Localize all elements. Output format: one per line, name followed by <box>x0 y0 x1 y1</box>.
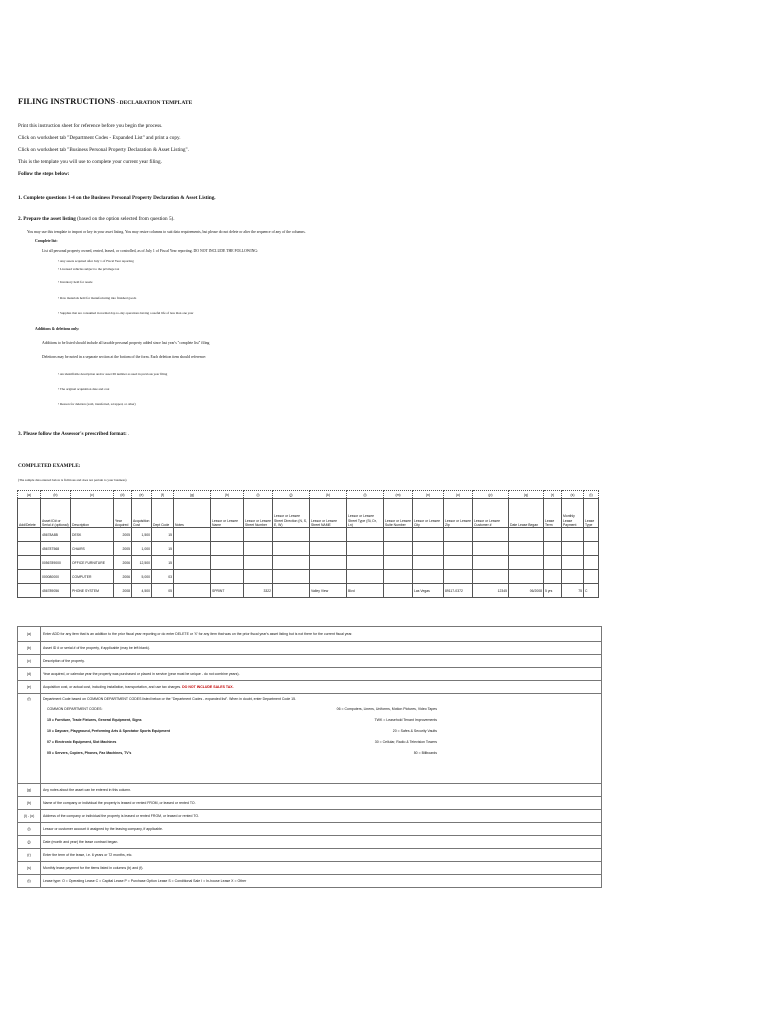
cell-lessor-name <box>211 542 244 556</box>
column-header: Date Lease Began <box>509 499 544 528</box>
cell-lease-term <box>544 542 562 556</box>
key-text: Description of the property. <box>41 655 602 668</box>
key-letter: (i) - (o) <box>18 810 41 823</box>
column-letter: (t) <box>584 491 599 499</box>
cell-cost: 4,500 <box>132 584 152 598</box>
cell-lessor-name <box>211 528 244 542</box>
key-row <box>18 823 602 836</box>
header-row <box>18 499 599 528</box>
cell-lease-term <box>544 570 562 584</box>
dept-code-row <box>47 728 437 734</box>
exclusion-item: • Inventory held for resale <box>58 280 93 284</box>
cell-add-delete <box>18 570 41 584</box>
key-row <box>18 784 602 797</box>
key-letter: (b) <box>18 642 41 655</box>
dept-code: 06 = Computers, Linens, Uniforms, Motion Pictures, Video Tapes <box>336 707 437 711</box>
cell-asset-id: 456789056 <box>41 584 71 598</box>
key-text <box>41 681 602 694</box>
key-row <box>18 797 602 810</box>
column-letter: (c) <box>71 491 114 499</box>
title-sub: - DECLARATION TEMPLATE <box>115 100 193 106</box>
cell-lessor-name: SPRINT <box>211 584 244 598</box>
intro-line: Click on worksheet tab "Business Personal Property Declaration & Asset Listing". <box>18 147 189 153</box>
cell-date-began: 06/2008 <box>509 584 544 598</box>
key-text: Lessor or customer account # assigned by the leasing company, if applicable. <box>41 823 602 836</box>
key-row <box>18 642 602 655</box>
key-row <box>18 849 602 862</box>
column-header: Monthly Lease Payment <box>562 499 584 528</box>
dept-code-row <box>47 717 437 723</box>
column-letter: (l) <box>347 491 384 499</box>
example-note: (The sample data entered below is fictitious and does not pertain to your business) <box>18 478 127 482</box>
column-letter: (o) <box>444 491 473 499</box>
cell-lease-term <box>544 556 562 570</box>
cell-street-direction <box>273 542 310 556</box>
key-letter: (s) <box>18 862 41 875</box>
cell-year: 2008 <box>114 584 132 598</box>
cell-street-number: 3322 <box>244 584 273 598</box>
key-letter: (h) <box>18 797 41 810</box>
cell-zip <box>444 556 473 570</box>
cell-street-name: Valley View <box>310 584 347 598</box>
table-row <box>18 556 599 570</box>
cell-notes <box>174 556 211 570</box>
additions-text: Additions to be listed should include all taxable personal property added since last year's "complete list" filing <box>42 341 210 345</box>
column-header: Acquisition Cost <box>132 499 152 528</box>
column-header: Asset ID# or Serial # (optional) <box>41 499 71 528</box>
dept-code-instruction: Department Code based on COMMON DEPARTMENT CODES listed below or the "Department Codes - expanded list". When in doubt, enter Department Code 15. <box>43 697 297 701</box>
cell-street-name <box>310 556 347 570</box>
cell-add-delete <box>18 542 41 556</box>
key-text: Date (month and year) the lease contract began. <box>41 836 602 849</box>
step-2-title: 2. Prepare the asset listing <box>18 216 76 222</box>
dept-code-row <box>47 706 437 712</box>
key-letter: (f) <box>18 694 41 784</box>
deletions-text: Deletions may be noted in a separate section at the bottom of the form. Each deletion item should reference: <box>42 355 207 359</box>
key-letter: (t) <box>18 875 41 888</box>
cell-lease-type: C <box>584 584 599 598</box>
column-letter: (p) <box>473 491 509 499</box>
cell-monthly-payment <box>562 528 584 542</box>
key-row <box>18 681 602 694</box>
follow-steps: Follow the steps below: <box>18 171 70 177</box>
key-text: Asset ID # or serial # of the property, if applicable (may be left blank). <box>41 642 602 655</box>
step-1: 1. Complete questions 1-4 on the Business Personal Property Declaration & Asset Listing. <box>18 195 216 201</box>
cell-description: OFFICE FURNITURE <box>71 556 114 570</box>
deletion-item: • Reason for deletion (sold, transferred, scrapped, or other) <box>58 402 136 406</box>
column-letter: (d) <box>114 491 132 499</box>
cell-monthly-payment <box>562 542 584 556</box>
key-letter: (r) <box>18 849 41 862</box>
column-letters <box>18 491 599 499</box>
cell-street-name <box>310 528 347 542</box>
cell-customer-number: 12345 <box>473 584 509 598</box>
table-row <box>18 528 599 542</box>
key-text-main: Acquisition cost, or actual cost, including installation, transportation, and use tax charges. <box>43 685 182 689</box>
cell-street-type <box>347 542 384 556</box>
column-letter: (j) <box>273 491 310 499</box>
cell-suite <box>384 528 413 542</box>
cell-year: 2005 <box>114 542 132 556</box>
cell-zip <box>444 528 473 542</box>
column-letter: (s) <box>562 491 584 499</box>
deletion-item: • The original acquisition date and cost <box>58 387 110 391</box>
key-row <box>18 810 602 823</box>
cell-lease-type <box>584 542 599 556</box>
key-text: Monthly lease payment for the items listed in columns (b) and (f). <box>41 862 602 875</box>
key-row <box>18 694 602 784</box>
column-letter: (e) <box>132 491 152 499</box>
cell-description: DESK <box>71 528 114 542</box>
column-letter: (q) <box>509 491 544 499</box>
key-text: Enter ADD for any item that is an addition to the prior fiscal year reporting or do enter DELETE or 'X' for any item that was on the prior fiscal year's asset listing but is not there for the current fiscal year. <box>41 627 602 642</box>
cell-dept-code: 15 <box>152 556 174 570</box>
column-header: Lessor or Lessee Customer # <box>473 499 509 528</box>
cell-street-type <box>347 556 384 570</box>
complete-list-intro: List all personal property owned, rented, leased, or controlled, as of July 1 of Fiscal Year reporting. DO NOT INCLUDE THE FOLLOWING: <box>42 249 259 253</box>
cell-suite <box>384 556 413 570</box>
example-table <box>17 490 599 598</box>
key-row <box>18 668 602 681</box>
cell-cost: 12,500 <box>132 556 152 570</box>
key-letter: (g) <box>18 784 41 797</box>
key-row <box>18 862 602 875</box>
key-row <box>18 836 602 849</box>
column-header: Lessor or Lessee City <box>413 499 444 528</box>
key-row <box>18 627 602 642</box>
cell-street-type <box>347 570 384 584</box>
cell-monthly-payment <box>562 556 584 570</box>
dept-code: 20 = Safes & Security Vaults <box>392 729 437 733</box>
column-letter: (a) <box>18 491 41 499</box>
cell-suite <box>384 570 413 584</box>
cell-suite <box>384 542 413 556</box>
exclusion-item: • Licensed vehicles subject to the privilege tax <box>58 267 120 271</box>
cell-description: PHONE SYSTEM <box>71 584 114 598</box>
cell-zip <box>444 542 473 556</box>
dept-code: 10 = Daycare, Playground, Performing Arts & Spectator Sports Equipment <box>47 729 170 733</box>
cell-lease-type <box>584 528 599 542</box>
column-letter: (r) <box>544 491 562 499</box>
key-letter: (c) <box>18 655 41 668</box>
column-letter: (f) <box>152 491 174 499</box>
key-text: Address of the company or individual the property is leased or rented FROM, or leased or rented TO. <box>41 810 602 823</box>
column-header: Lessor or Lessee Name <box>211 499 244 528</box>
dept-code: 07 = Electronic Equipment, Slot Machines <box>47 740 117 744</box>
table-row <box>18 584 599 598</box>
exclusion-item: • Any assets acquired after July 1 of Fiscal Year reporting <box>58 259 134 263</box>
cell-year: 2005 <box>114 528 132 542</box>
column-header: Lessor or Lessee Street Number <box>244 499 273 528</box>
intro-line: This is the template you will use to complete your current year filing. <box>18 159 162 165</box>
cell-street-name <box>310 570 347 584</box>
cell-add-delete <box>18 584 41 598</box>
cell-monthly-payment <box>562 570 584 584</box>
table-row <box>18 570 599 584</box>
cell-add-delete <box>18 528 41 542</box>
cell-dept-code: 05 <box>152 584 174 598</box>
column-header: Lessor or Lessee Street Direction (N, S, E, W) <box>273 499 310 528</box>
column-header: Notes <box>174 499 211 528</box>
column-key-table <box>17 626 602 888</box>
column-letter: (n) <box>413 491 444 499</box>
cell-date-began <box>509 528 544 542</box>
column-letter: (k) <box>310 491 347 499</box>
cell-street-direction <box>273 584 310 598</box>
dept-code-list <box>43 706 599 756</box>
column-header: Year Acquired <box>114 499 132 528</box>
cell-street-number <box>244 528 273 542</box>
cell-date-began <box>509 570 544 584</box>
key-row <box>18 875 602 888</box>
cell-add-delete <box>18 556 41 570</box>
key-letter: (i) <box>18 823 41 836</box>
cell-notes <box>174 542 211 556</box>
cell-city <box>413 556 444 570</box>
intro-line: Print this instruction sheet for reference before you begin the process. <box>18 123 163 129</box>
cell-customer-number <box>473 542 509 556</box>
intro-line: Click on worksheet tab "Department Codes - Expanded List" and print a copy. <box>18 135 181 141</box>
key-text <box>41 694 602 784</box>
cell-city <box>413 528 444 542</box>
column-header: Lessor or Lessee Street NAME <box>310 499 347 528</box>
cell-dept-code: 03 <box>152 570 174 584</box>
dept-codes-heading: COMMON DEPARTMENT CODES: <box>47 707 103 711</box>
step-2-instruction: You may use this template to import or key in your asset listing. You may resize columns to suit data requirements, but please do not delete or alter the sequence of any of the columns. <box>27 230 306 234</box>
cell-description: CHAIRS <box>71 542 114 556</box>
step-3-heading: 3. Please follow the Assessor's prescribed format: <box>18 431 127 437</box>
cell-asset-id: 000080000 <box>41 570 71 584</box>
column-header: Lessor or Lessee Zip <box>444 499 473 528</box>
cell-zip <box>444 570 473 584</box>
cell-description: COMPUTER <box>71 570 114 584</box>
cell-lease-term <box>544 528 562 542</box>
key-letter: (d) <box>18 668 41 681</box>
key-text: Enter the term of the lease, i.e. 6 years or 72 months, etc. <box>41 849 602 862</box>
step-3-trail: . <box>126 431 130 437</box>
column-header: Dept Code <box>152 499 174 528</box>
column-letter: (h) <box>211 491 244 499</box>
cell-customer-number <box>473 528 509 542</box>
cell-date-began <box>509 556 544 570</box>
cell-street-number <box>244 570 273 584</box>
dept-code-row <box>47 750 437 756</box>
column-letter: (g) <box>174 491 211 499</box>
step-3 <box>18 431 129 437</box>
cell-year: 2006 <box>114 570 132 584</box>
cell-year: 2006 <box>114 556 132 570</box>
key-letter: (e) <box>18 681 41 694</box>
exclusion-item: • Raw materials held for manufacturing into finished goods <box>58 296 137 300</box>
cell-zip: 89117-0372 <box>444 584 473 598</box>
title-main: FILING INSTRUCTIONS <box>18 96 116 106</box>
key-letter: (j) <box>18 836 41 849</box>
dept-code: 30 = Cellular, Radio & Television Towers <box>374 740 437 744</box>
column-header: Description <box>71 499 114 528</box>
exclusion-item: • Supplies that are consumed in normal day-to-day operations having a useful life of less than one year <box>58 311 194 315</box>
step-2-note: (based on the option selected from question 5). <box>75 216 175 222</box>
key-text: Lease type: O = Operating Lease C = Capital Lease P = Purchase Option Lease S = Conditional Sale I = In-house Lease X = Other <box>41 875 602 888</box>
cell-street-number <box>244 542 273 556</box>
no-sales-tax-warning: DO NOT INCLUDE SALES TAX. <box>182 685 234 689</box>
column-header: Lessor or Lessee Suite Number <box>384 499 413 528</box>
column-letter: (i) <box>244 491 273 499</box>
cell-notes <box>174 570 211 584</box>
cell-suite <box>384 584 413 598</box>
cell-notes <box>174 528 211 542</box>
cell-street-direction <box>273 528 310 542</box>
column-letter: (m) <box>384 491 413 499</box>
cell-lease-type <box>584 570 599 584</box>
cell-notes <box>174 584 211 598</box>
cell-cost: 1,500 <box>132 528 152 542</box>
cell-street-type <box>347 528 384 542</box>
cell-customer-number <box>473 556 509 570</box>
cell-street-number <box>244 556 273 570</box>
cell-cost: 1,000 <box>132 542 152 556</box>
deletion-item: • An identifiable description and/or asset ID number as used in previous year filing <box>58 372 168 376</box>
cell-lessor-name <box>211 556 244 570</box>
complete-list-label: Complete list: <box>35 239 58 243</box>
key-text: Name of the company or individual the property is leased or rented FROM, or leased or rented TO. <box>41 797 602 810</box>
cell-street-direction <box>273 556 310 570</box>
cell-lease-term: 5 yrs <box>544 584 562 598</box>
cell-dept-code: 15 <box>152 542 174 556</box>
key-text: Any notes about the asset can be entered in this column. <box>41 784 602 797</box>
cell-lease-type <box>584 556 599 570</box>
key-letter: (a) <box>18 627 41 642</box>
example-heading: COMPLETED EXAMPLE: <box>18 463 81 469</box>
key-text: Year acquired, or calendar year the property was purchased or placed in service (year must be unique - do not combine years). <box>41 668 602 681</box>
dept-code: 15 = Furniture, Trade Fixtures, General Equipment, Signs <box>47 718 142 722</box>
cell-lessor-name <box>211 570 244 584</box>
cell-city <box>413 542 444 556</box>
column-header: Add/Delete <box>18 499 41 528</box>
cell-monthly-payment: 75 <box>562 584 584 598</box>
column-header: Lessor or Lessee Street Type (St, Dr, Ln) <box>347 499 384 528</box>
dept-code: TWK = Leasehold Tenant Improvements <box>374 718 437 722</box>
cell-customer-number <box>473 570 509 584</box>
dept-code: 05 = Servers, Copiers, Phones, Fax Machines, TV's <box>47 751 132 755</box>
cell-street-name <box>310 542 347 556</box>
page-title <box>18 96 192 106</box>
column-letter: (b) <box>41 491 71 499</box>
dept-code-row <box>47 739 437 745</box>
cell-asset-id: 45678T568 <box>41 542 71 556</box>
cell-date-began <box>509 542 544 556</box>
cell-dept-code: 15 <box>152 528 174 542</box>
cell-city <box>413 570 444 584</box>
additions-label: Additions & deletions only: <box>35 327 80 331</box>
cell-street-direction <box>273 570 310 584</box>
cell-cost: 5,000 <box>132 570 152 584</box>
key-row <box>18 655 602 668</box>
column-header: Lease Type <box>584 499 599 528</box>
cell-city: Las Vegas <box>413 584 444 598</box>
step-2-heading <box>18 216 175 222</box>
column-header: Lease Term <box>544 499 562 528</box>
cell-street-type: Blvd <box>347 584 384 598</box>
cell-asset-id: 45678A8B <box>41 528 71 542</box>
cell-asset-id: 0056789000 <box>41 556 71 570</box>
table-row <box>18 542 599 556</box>
dept-code: 50 = Billboards <box>413 751 437 755</box>
